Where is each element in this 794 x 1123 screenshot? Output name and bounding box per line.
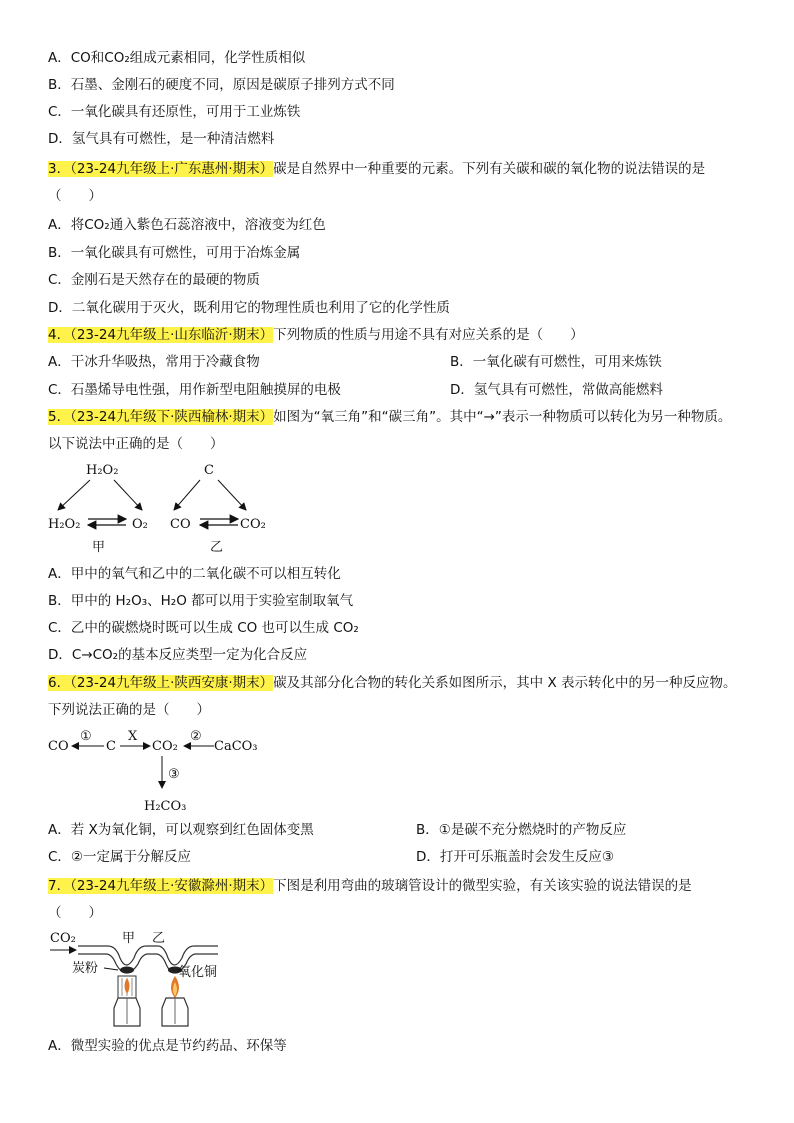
q3-blank: （ ） [48, 188, 102, 204]
q6-number: 6． [48, 675, 71, 691]
q3-option-a: A．将CO₂通入紫色石蕊溶液中，溶液变为红色 [48, 217, 326, 233]
reactant-x-label: X [128, 729, 138, 744]
q5-stem-2: 以下说法中正确的是（ ） [48, 436, 224, 452]
q7-blank: （ ） [48, 905, 102, 921]
caco3-label: CaCO₃ [214, 739, 258, 754]
q4-option-a: A．干冰升华吸热，常用于冷藏食物 [48, 354, 260, 370]
q7-number: 7． [48, 878, 71, 894]
q5-stem [48, 407, 731, 427]
jia-label: 甲 [92, 540, 106, 555]
co2-label: CO₂ [152, 739, 178, 754]
carbon-powder-label: 炭粉 [72, 961, 99, 976]
q2-option-d: D．氢气具有可燃性，是一种清洁燃料 [48, 131, 275, 147]
jia-arrow-left [58, 480, 90, 510]
q3-stem [48, 159, 705, 179]
co-label: CO [48, 739, 69, 754]
flame-1 [125, 978, 130, 994]
glass-tube-top [78, 946, 218, 965]
q3-number: 3． [48, 161, 71, 177]
section-jia-label: 甲 [122, 931, 136, 946]
q7-stem-text: 下图是利用弯曲的玻璃管设计的微型实验，有关该实验的说法错误的是 [273, 878, 692, 894]
q5-option-b: B．甲中的 H₂O₃、H₂O 都可以用于实验室制取氧气 [48, 593, 354, 609]
q6-option-a: A．若 X为氧化铜，可以观察到红色固体变黑 [48, 822, 314, 838]
q6-conversion-diagram [44, 724, 274, 818]
yi-arrow-left [174, 480, 200, 510]
q2-option-c: C．一氧化碳具有还原性，可用于工业炼铁 [48, 104, 301, 120]
q4-stem-text: 下列物质的性质与用途不具有对应关系的是（ ） [273, 327, 584, 343]
jia-left-label: H₂O₂ [48, 517, 81, 532]
q6-option-b: B．①是碳不充分燃烧时的产物反应 [416, 822, 627, 838]
yi-label: 乙 [210, 540, 224, 555]
yi-right-label: CO₂ [240, 517, 266, 532]
q6-source[interactable]: （23-24九年级上·陕西安康·期末） [70, 675, 274, 691]
reaction-3-label: ③ [168, 767, 180, 782]
q4-option-b: B．一氧化碳有可燃性，可用来炼铁 [450, 354, 662, 370]
q3-stem-text: 碳是自然界中一种重要的元素。下列有关碳和碳的氧化物的说法错误的是 [273, 161, 706, 177]
q5-option-c: C．乙中的碳燃烧时既可以生成 CO 也可以生成 CO₂ [48, 620, 359, 636]
q3-source[interactable]: （23-24九年级上·广东惠州·期末） [70, 161, 274, 177]
q2-option-b: B．石墨、金刚石的硬度不同，原因是碳原子排列方式不同 [48, 77, 395, 93]
q5-stem-text: 如图为“氧三角”和“碳三角”。其中“→”表示一种物质可以转化为另一种物质。 [273, 409, 732, 425]
q4-stem [48, 325, 584, 345]
jia-top-label: H₂O₂ [86, 463, 119, 478]
q4-number: 4． [48, 327, 71, 343]
q2-option-a: A．CO和CO₂组成元素相同，化学性质相似 [48, 50, 306, 66]
c-label: C [106, 739, 116, 754]
q6-stem-text: 碳及其部分化合物的转化关系如图所示，其中 X 表示转化中的另一种反应物。 [273, 675, 737, 691]
reaction-1-label: ① [80, 729, 92, 744]
yi-arrow-right [218, 480, 246, 510]
carbon-pointer [104, 968, 118, 970]
q7-option-a: A．微型实验的优点是节约药品、环保等 [48, 1038, 287, 1054]
q3-option-c: C．金刚石是天然存在的最硬的物质 [48, 272, 260, 288]
gas-inlet-label: CO₂ [50, 931, 76, 946]
q5-option-a: A．甲中的氧气和乙中的二氧化碳不可以相互转化 [48, 566, 341, 582]
q3-option-b: B．一氧化碳具有可燃性，可用于冶炼金属 [48, 245, 301, 261]
jia-arrow-right [114, 480, 142, 510]
h2co3-label: H₂CO₃ [144, 799, 187, 814]
q3-option-d: D．二氧化碳用于灭火，既利用它的物理性质也利用了它的化学性质 [48, 300, 450, 316]
q7-source[interactable]: （23-24九年级上·安徽滁州·期末） [70, 878, 274, 894]
q6-option-d: D．打开可乐瓶盖时会发生反应③ [416, 849, 614, 865]
q6-option-c: C．②一定属于分解反应 [48, 849, 192, 865]
jia-right-label: O₂ [132, 517, 148, 532]
section-yi-label: 乙 [152, 931, 166, 946]
yi-top-label: C [204, 463, 214, 478]
yi-left-label: CO [170, 517, 191, 532]
reaction-2-label: ② [190, 729, 202, 744]
q5-source[interactable]: （23-24九年级下·陕西榆林·期末） [70, 409, 274, 425]
copper-oxide-label: 氧化铜 [178, 965, 218, 980]
q5-option-d: D．C→CO₂的基本反应类型一定为化合反应 [48, 647, 308, 663]
q4-source[interactable]: （23-24九年级上·山东临沂·期末） [70, 327, 274, 343]
q4-option-d: D．氢气具有可燃性，常做高能燃料 [450, 382, 663, 398]
q6-stem-2: 下列说法正确的是（ ） [48, 702, 210, 718]
q6-stem [48, 673, 737, 693]
q4-option-c: C．石墨烯导电性强，用作新型电阻触摸屏的电极 [48, 382, 341, 398]
q5-triangle-diagram [44, 456, 284, 562]
q5-number: 5． [48, 409, 71, 425]
q7-apparatus-diagram [46, 928, 256, 1032]
q7-stem [48, 876, 692, 896]
carbon-powder [120, 967, 134, 974]
